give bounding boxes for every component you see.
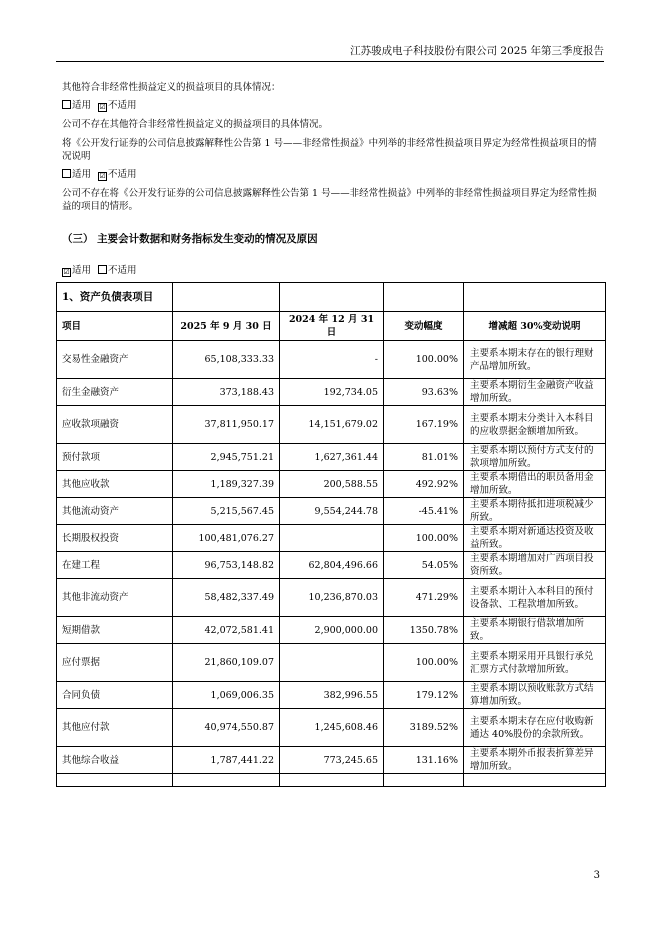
row-change: 81.01%	[384, 444, 464, 471]
checkbox-unchecked-icon	[98, 265, 107, 274]
row-current: 96,753,148.82	[173, 552, 280, 579]
row-current: 373,188.43	[173, 379, 280, 406]
header-change: 变动幅度	[384, 312, 464, 341]
table-row	[57, 498, 606, 525]
table-row	[57, 579, 606, 617]
row-change: 100.00%	[384, 341, 464, 379]
section-title: （三） 主要会计数据和财务指标发生变动的情况及原因	[62, 233, 318, 245]
table-row	[57, 525, 606, 552]
option-line-2	[62, 168, 602, 181]
row-prior: 200,588.55	[280, 471, 384, 498]
row-note: 主要系本期外币报表折算差异增加所致。	[464, 747, 606, 774]
intro-paragraph-3: 将《公开发行证券的公司信息披露解释性公告第 1 号——非经常性损益》中列举的非经常性损益项目界定为经常性损益项目的情况说明	[62, 138, 597, 162]
row-current: 100,481,076.27	[173, 525, 280, 552]
row-note: 主要系本期增加对广西项目投资所致。	[464, 552, 606, 579]
row-current: 65,108,333.33	[173, 341, 280, 379]
row-current: 5,215,567.45	[173, 498, 280, 525]
intro-paragraph-2: 公司不存在其他符合非经常性损益定义的损益项目的具体情况。	[62, 119, 329, 130]
header-item: 项目	[57, 312, 173, 341]
row-note: 主要系本期末存在应付收购新通达 40%股份的余款所致。	[464, 709, 606, 747]
row-note: 主要系本期对新通达投资及收益所致。	[464, 525, 606, 552]
option-line-1	[62, 99, 602, 112]
row-item: 衍生金融资产	[57, 379, 173, 406]
row-item: 长期股权投资	[57, 525, 173, 552]
checkbox-checked-icon: ☑	[99, 172, 106, 180]
row-prior: 10,236,870.03	[280, 579, 384, 617]
row-prior: 192,734.05	[280, 379, 384, 406]
table-row	[57, 709, 606, 747]
row-note: 主要系本期待抵扣进项税减少所致。	[464, 498, 606, 525]
table-header-row	[57, 312, 606, 341]
intro-paragraph-4: 公司不存在将《公开发行证券的公司信息披露解释性公告第 1 号——非经常性损益》中列举的非经常性损益项目界定为经常性损益的项目的情形。	[62, 188, 597, 212]
table-row	[57, 471, 606, 498]
row-current: 21,860,109.07	[173, 644, 280, 682]
checkbox-checked-icon: ☑	[99, 103, 106, 111]
row-note: 主要系本期采用开具银行承兑汇票方式付款增加所致。	[464, 644, 606, 682]
applicable-label: 适用	[72, 100, 92, 111]
table-row	[57, 444, 606, 471]
row-prior: 1,627,361.44	[280, 444, 384, 471]
row-prior: 9,554,244.78	[280, 498, 384, 525]
row-item: 其他非流动资产	[57, 579, 173, 617]
row-current: 37,811,950.17	[173, 406, 280, 444]
table-empty-row	[57, 774, 606, 787]
row-note: 主要系本期衍生金融资产收益增加所致。	[464, 379, 606, 406]
row-change: 471.29%	[384, 579, 464, 617]
checkbox-unchecked-icon	[62, 100, 71, 109]
checkbox-unchecked-icon	[62, 169, 71, 178]
header-note: 增减超 30%变动说明	[464, 312, 606, 341]
row-prior: 62,804,496.66	[280, 552, 384, 579]
row-prior: 773,245.65	[280, 747, 384, 774]
table-row	[57, 682, 606, 709]
header-current: 2025 年 9 月 30 日	[173, 312, 280, 341]
row-note: 主要系本期末存在的银行理财产品增加所致。	[464, 341, 606, 379]
row-prior: 382,996.55	[280, 682, 384, 709]
table-row	[57, 644, 606, 682]
row-current: 40,974,550.87	[173, 709, 280, 747]
row-note: 主要系本期末分类计入本科目的应收票据金额增加所致。	[464, 406, 606, 444]
row-change: 167.19%	[384, 406, 464, 444]
table-caption: 1、资产负债表项目	[57, 283, 173, 312]
row-prior	[280, 644, 384, 682]
row-item: 预付款项	[57, 444, 173, 471]
row-current: 1,189,327.39	[173, 471, 280, 498]
row-note: 主要系本期以预收账款方式结算增加所致。	[464, 682, 606, 709]
option-line-3	[62, 264, 602, 277]
row-prior: 14,151,679.02	[280, 406, 384, 444]
checkbox-checked-icon: ☑	[63, 268, 70, 276]
row-current: 58,482,337.49	[173, 579, 280, 617]
table-row	[57, 379, 606, 406]
row-item: 其他应付款	[57, 709, 173, 747]
not-applicable-label: 不适用	[108, 100, 137, 111]
row-item: 交易性金融资产	[57, 341, 173, 379]
balance-sheet-table	[56, 282, 606, 787]
row-item: 其他流动资产	[57, 498, 173, 525]
row-change: 100.00%	[384, 525, 464, 552]
row-change: 179.12%	[384, 682, 464, 709]
row-item: 短期借款	[57, 617, 173, 644]
row-item: 其他综合收益	[57, 747, 173, 774]
row-prior: -	[280, 341, 384, 379]
table-row	[57, 552, 606, 579]
not-applicable-label: 不适用	[108, 169, 137, 180]
report-header: 江苏骏成电子科技股份有限公司 2025 年第三季度报告	[56, 44, 604, 62]
row-change: 1350.78%	[384, 617, 464, 644]
row-item: 其他应收款	[57, 471, 173, 498]
row-item: 合同负债	[57, 682, 173, 709]
row-item: 在建工程	[57, 552, 173, 579]
row-current: 1,069,006.35	[173, 682, 280, 709]
row-prior	[280, 525, 384, 552]
table-row	[57, 617, 606, 644]
row-item: 应付票据	[57, 644, 173, 682]
row-prior: 1,245,608.46	[280, 709, 384, 747]
row-change: 93.63%	[384, 379, 464, 406]
row-note: 主要系本期以预付方式支付的款项增加所致。	[464, 444, 606, 471]
row-note: 主要系本期银行借款增加所致。	[464, 617, 606, 644]
table-row	[57, 747, 606, 774]
row-prior: 2,900,000.00	[280, 617, 384, 644]
applicable-label: 适用	[72, 265, 92, 276]
row-change: 131.16%	[384, 747, 464, 774]
row-current: 1,787,441.22	[173, 747, 280, 774]
table-row	[57, 341, 606, 379]
table-caption-row	[57, 283, 606, 312]
row-change: 100.00%	[384, 644, 464, 682]
table-row	[57, 406, 606, 444]
row-current: 42,072,581.41	[173, 617, 280, 644]
header-prior: 2024 年 12 月 31 日	[280, 312, 384, 341]
row-note: 主要系本期借出的职员备用金增加所致。	[464, 471, 606, 498]
row-item: 应收款项融资	[57, 406, 173, 444]
row-change: 3189.52%	[384, 709, 464, 747]
row-change: 492.92%	[384, 471, 464, 498]
row-change: -45.41%	[384, 498, 464, 525]
row-note: 主要系本期计入本科目的预付设备款、工程款增加所致。	[464, 579, 606, 617]
row-change: 54.05%	[384, 552, 464, 579]
page-number: 3	[593, 870, 600, 881]
not-applicable-label: 不适用	[108, 265, 137, 276]
intro-paragraph-1: 其他符合非经常性损益定义的损益项目的具体情况：	[62, 82, 281, 93]
row-current: 2,945,751.21	[173, 444, 280, 471]
applicable-label: 适用	[72, 169, 92, 180]
